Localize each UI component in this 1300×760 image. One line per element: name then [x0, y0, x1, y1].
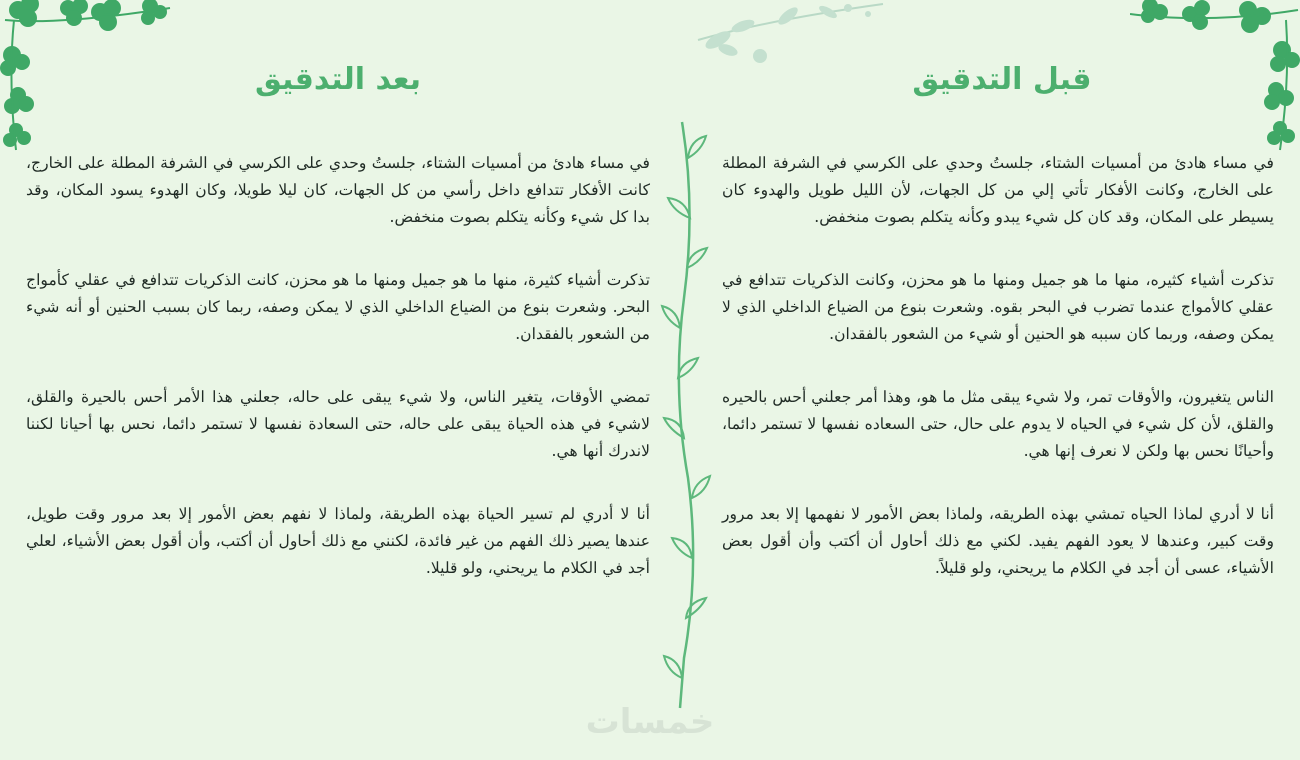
paragraph-after-4: أنا لا أدري لم تسير الحياة بهذه الطريقة، ولماذا لا نفهم بعض الأمور إلا بعد مرور وقت طويل، عندها يصير ذلك الفهم من غير فائدة، لكنني مع ذلك أحاول أن أكتب، وأن أقول بعض الأشياء، لعلي أجد في الكلام ما يريحني، ولو قليلا. [26, 505, 650, 577]
paragraph-after-1: في مساء هادئ من أمسيات الشتاء، جلستُ وحدي على الكرسي في الشرفة المطلة على الخارج، كانت الأفكار تتدافع داخل رأسي من كل الجهات، كان ليلا طويلا، وكان الهدوء يسود المكان، وقد بدا كل شيء وكأنه يتكلم بصوت منخفض. [26, 154, 650, 226]
heading-after-review: بعد التدقيق [254, 62, 422, 97]
column-before-review [722, 150, 1274, 618]
paragraph-before-2: تذكرت أشياء كثيره، منها ما هو جميل ومنها ما هو محزن، وكانت الذكريات تتدافع في عقلي كالأمواج عندما تضرب في البحر بقوه. وشعرت بنوع من الضياع الداخلي الذي لا يمكن وصفه، وربما كان سببه هو الحنين أو شيء من الشعور بالفقدان. [722, 271, 1274, 343]
paragraph-after-3: تمضي الأوقات، يتغير الناس، ولا شيء يبقى على حاله، جعلني هذا الأمر أحس بالحيرة والقلق، لاشيء في هذه الحياة يبقى على حاله، حتى السعادة نفسها لا تستمر دائما، نحس بها أحيانا لكننا لاندرك أنها هي. [26, 388, 650, 460]
paragraph-before-1: في مساء هادئ من أمسيات الشتاء، جلستُ وحدي على الكرسي في الشرفة المطلة على الخارج، وكانت الأفكار تأتي إلي من كل الجهات، لأن الليل طويل والهدوء كان يسيطر على المكان، وقد كان كل شيء يبدو وكأنه يتكلم بصوت منخفض. [722, 154, 1274, 226]
paragraph-before-3: الناس يتغيرون، والأوقات تمر، ولا شيء يبقى مثل ما هو، وهذا أمر جعلني أحس بالحيره والقلق، لأن كل شيء في الحياه لا يدوم على حال، حتى السعاده نفسها لا تستمر دائما، وأحيانًا نحس بها ولكن لا نعرف إنها هي. [722, 388, 1274, 460]
paragraph-before-4: أنا لا أدري لماذا الحياه تمشي بهذه الطريقه، ولماذا بعض الأمور لا نفهمها إلا بعد مرور وقت كبير، وعندها لا يعود الفهم يفيد. لكني مع ذلك أحاول أن أكتب وأن أقول بعض الأشياء، عسى أن أجد في الكلام ما يريحني، ولو قليلاً. [722, 505, 1274, 577]
column-after-review [26, 150, 650, 618]
foliage-top-decoration [688, 0, 888, 66]
paragraph-after-2: تذكرت أشياء كثيرة، منها ما هو جميل ومنها ما هو محزن، كانت الذكريات تتدافع في عقلي كأمواج البحر. وشعرت بنوع من الضياع الداخلي الذي لا يمكن وصفه، ربما كان بسبب الحنين أو أنه شيء من الشعور بالفقدان. [26, 271, 650, 343]
watermark-logo: خمسات [585, 702, 715, 742]
vine-divider [660, 118, 716, 712]
heading-before-review: قبل التدقيق [912, 62, 1092, 97]
